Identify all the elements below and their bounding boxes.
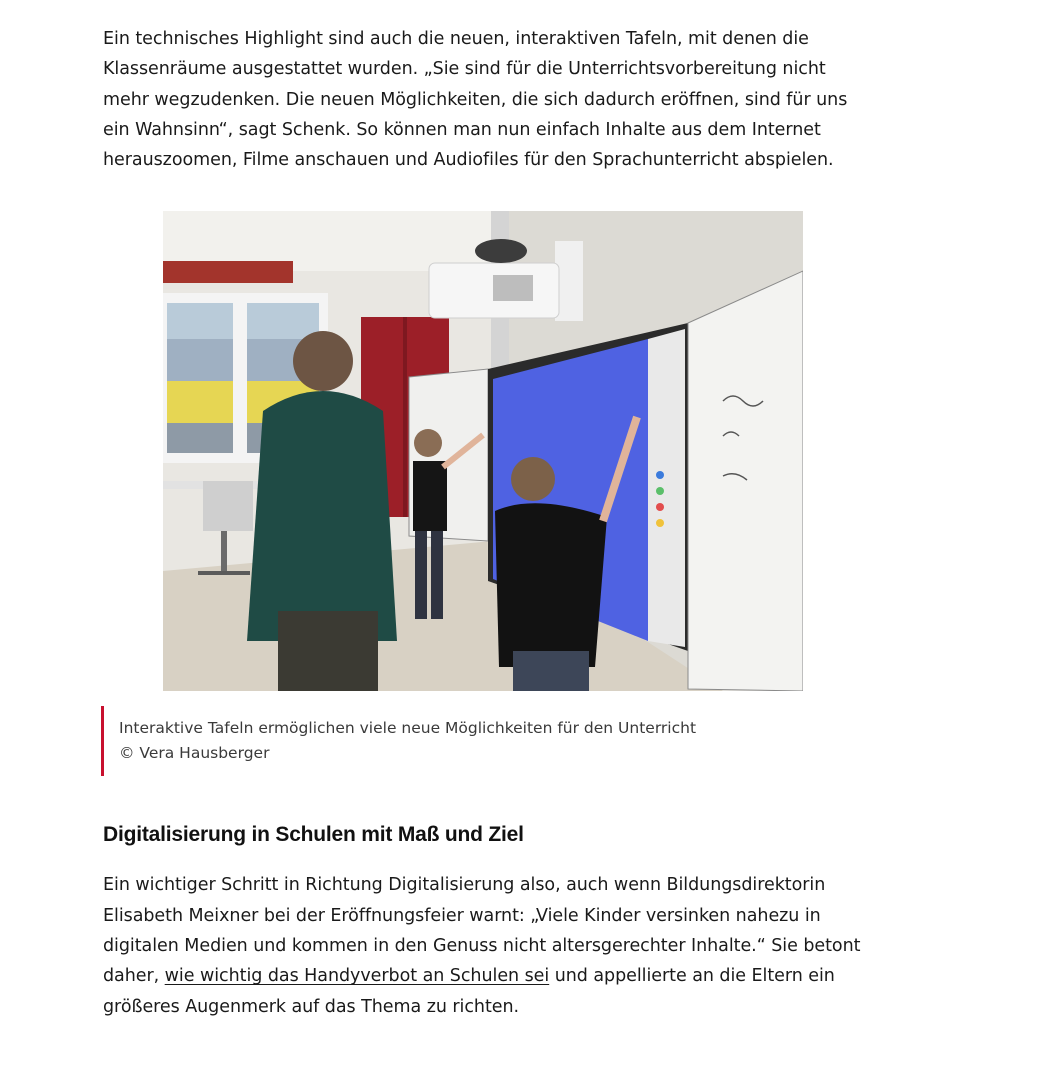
section-heading: Digitalisierung in Schulen mit Maß und Ziel: [103, 823, 524, 847]
classroom-photo-illustration: [163, 211, 803, 691]
handyverbot-article-link[interactable]: wie wichtig das Handyverbot an Schulen sei: [164, 966, 550, 987]
caption-text: Interaktive Tafeln ermöglichen viele neue Möglichkeiten für den Unterricht: [119, 719, 697, 738]
article-paragraph-2: [103, 870, 863, 1021]
paragraph-text-before-link: Ein wichtiger Schritt in Richtung Digitalisierung also, auch wenn Bildungsdirektorin Elisabeth Meixner bei der Eröffnungsfeier warnt: „Viele Kinder versinken nahezu in digitalen Medien und kommen in den Genuss nicht altersgerechter Inhalte.“ Sie betont daher,: [103, 875, 861, 987]
photo-credit: © Vera Hausberger: [119, 744, 270, 763]
paragraph-text-after-link: und appellierte an die Eltern ein größeres Augenmerk auf das Thema zu richten.: [103, 966, 835, 1017]
article-paragraph: Ein technisches Highlight sind auch die neuen, interaktiven Tafeln, mit denen die Klassenräume ausgestattet wurden. „Sie sind für die Unterrichtsvorbereitung nicht mehr wegzudenken. Die neuen Möglichkeiten, die sich dadurch eröffnen, sind für uns ein Wahnsinn“, sagt Schenk. So können man nun einfach Inhalte aus dem Internet herauszoomen, Filme anschauen und Audiofiles für den Sprachunterricht abspielen.: [103, 29, 848, 171]
article-body: [103, 24, 863, 1022]
photo-caption: [101, 706, 863, 776]
classroom-photo: [163, 211, 803, 691]
article-figure: [103, 211, 863, 776]
